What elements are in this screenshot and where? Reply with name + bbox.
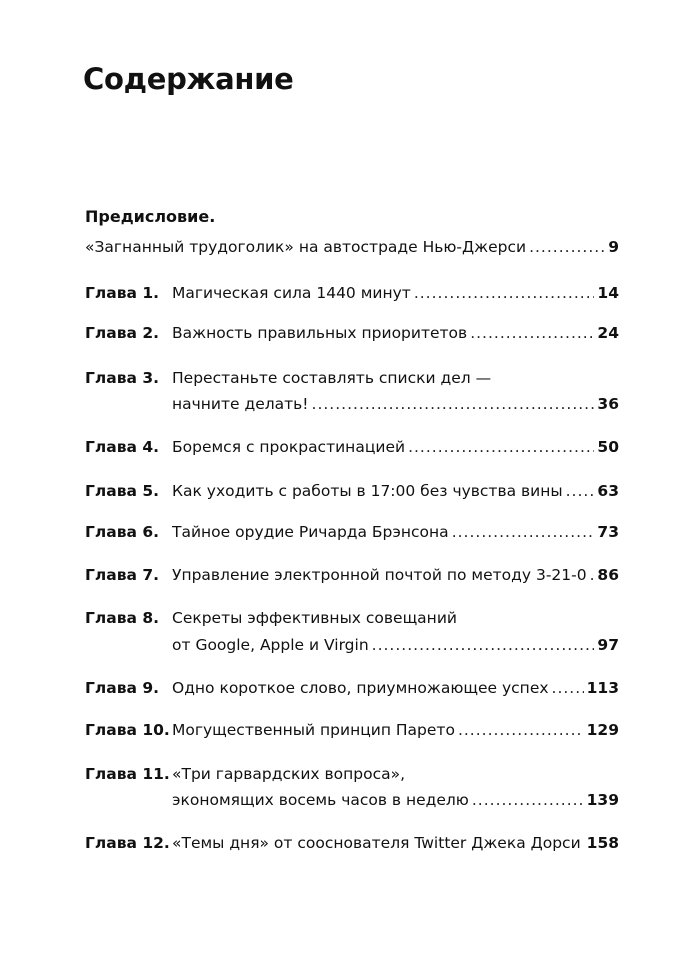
toc-entry-page: 113 (586, 679, 619, 697)
dot-leader (408, 435, 594, 459)
toc-entry-page: 24 (597, 324, 619, 342)
toc-entry-title: Тайное орудие Ричарда Брэнсона (172, 523, 449, 541)
toc-entry-chapter-7[interactable] (172, 563, 619, 587)
toc-entry-page: 129 (586, 721, 619, 739)
chapter-label: Глава 2. (85, 324, 160, 342)
toc-entry-page: 36 (597, 395, 619, 413)
toc-entry-title: Одно короткое слово, приумножающее успех (172, 679, 549, 697)
toc-entry-page: 50 (597, 438, 619, 456)
toc-entry-title: начните делать! (172, 395, 309, 413)
toc-entry-title: от Google, Apple и Virgin (172, 636, 369, 654)
dot-leader (312, 392, 595, 416)
toc-entry-chapter-11[interactable] (172, 788, 619, 812)
preface-heading: Предисловие. (85, 207, 216, 226)
toc-entry-chapter-6[interactable] (172, 520, 619, 544)
chapter-label: Глава 8. (85, 609, 160, 627)
dot-leader (590, 563, 595, 587)
chapter-label: Глава 1. (85, 284, 160, 302)
dot-leader (458, 718, 584, 742)
toc-entry-chapter-4[interactable] (172, 435, 619, 459)
toc-entry-page: 139 (586, 791, 619, 809)
dot-leader (372, 633, 595, 657)
toc-entry-title: Управление электронной почтой по методу 3-21-0 (172, 566, 587, 584)
chapter-label: Глава 12. (85, 834, 170, 852)
dot-leader (566, 479, 595, 503)
chapter-label: Глава 9. (85, 679, 160, 697)
toc-entry-title: Как уходить с работы в 17:00 без чувства вины (172, 482, 563, 500)
toc-entry-page: 97 (597, 636, 619, 654)
toc-entry-page: 14 (597, 284, 619, 302)
toc-entry-title: Магическая сила 1440 минут (172, 284, 411, 302)
toc-entry-page: 86 (597, 566, 619, 584)
toc-entry-chapter-2[interactable] (172, 321, 619, 345)
toc-entry-title: Могущественный принцип Парето (172, 721, 455, 739)
toc-entry-chapter-8[interactable] (172, 633, 619, 657)
toc-entry-chapter-10[interactable] (172, 718, 619, 742)
toc-entry-chapter-1[interactable] (172, 281, 619, 305)
toc-entry-page: 63 (597, 482, 619, 500)
toc-entry-title: Важность правильных приоритетов (172, 324, 468, 342)
toc-entry-chapter-5[interactable] (172, 479, 619, 503)
chapter-label: Глава 5. (85, 482, 160, 500)
dot-leader (552, 676, 584, 700)
toc-entry-chapter-3[interactable] (172, 392, 619, 416)
toc-entry-preface[interactable] (85, 235, 619, 259)
toc-entry-title: «Темы дня» от сооснователя Twitter Джека Дорси (172, 834, 581, 852)
toc-entry-title-line1: Секреты эффективных совещаний (172, 609, 457, 627)
chapter-label: Глава 10. (85, 721, 170, 739)
dot-leader (470, 321, 594, 345)
chapter-label: Глава 6. (85, 523, 160, 541)
toc-entry-chapter-12[interactable] (172, 831, 619, 855)
dot-leader (452, 520, 595, 544)
page-title: Содержание (83, 62, 294, 96)
chapter-label: Глава 3. (85, 369, 160, 387)
toc-entry-title-line1: «Три гарвардских вопроса», (172, 765, 406, 783)
chapter-label: Глава 4. (85, 438, 160, 456)
toc-entry-page: 9 (608, 238, 619, 256)
toc-entry-title: экономящих восемь часов в неделю (172, 791, 469, 809)
dot-leader (414, 281, 595, 305)
toc-entry-title-line1: Перестаньте составлять списки дел — (172, 369, 492, 387)
dot-leader (472, 788, 584, 812)
chapter-label: Глава 11. (85, 765, 170, 783)
toc-entry-chapter-9[interactable] (172, 676, 619, 700)
toc-entry-title: «Загнанный трудоголик» на автостраде Нью-Джерси (85, 238, 527, 256)
toc-entry-page: 158 (586, 834, 620, 852)
toc-entry-page: 73 (597, 523, 619, 541)
chapter-label: Глава 7. (85, 566, 160, 584)
dot-leader (529, 235, 605, 259)
toc-entry-title: Боремся с прокрастинацией (172, 438, 406, 456)
